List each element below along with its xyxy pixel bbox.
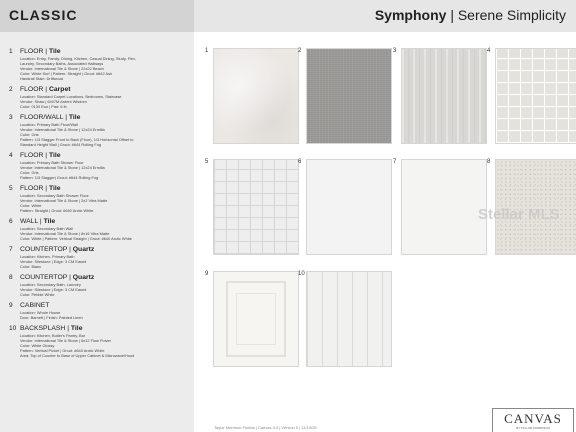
spec-item-separator: |: [43, 86, 49, 93]
spec-item-separator: |: [63, 114, 69, 121]
spec-item-title: [20, 246, 190, 254]
spec-item-type: Tile: [48, 48, 61, 55]
spec-item-detail: Color: Pebble White: [20, 292, 55, 297]
swatch-number: 10: [298, 271, 305, 277]
spec-item-body: [20, 302, 190, 320]
spec-list: [0, 32, 194, 432]
spec-item-detail: Vendor: International Tile & Stone | 8x16 Vitra Matte: [20, 231, 110, 236]
spec-item-type: Tile: [48, 152, 61, 159]
spec-item: [9, 302, 190, 320]
spec-item-type: Quartz: [72, 246, 95, 253]
spec-item-detail: Vendor: International Tile & Stone | 12x24 Ermilla: [20, 165, 105, 170]
material-swatch: [306, 48, 392, 144]
spec-item-detail: Color: White Surf | Pattern: Straight | Grout: #642 Ash: [20, 71, 113, 76]
spec-item-detail: Pattern: 1/3 Stagger Front to Back (Floor), 1/3 Horizontal Offset to: [20, 137, 134, 142]
spec-item-detail: Location: Kitchen, Primary Bath: [20, 254, 75, 259]
spec-item-detail: Color: White | Pattern: Vertical Straight | Grout: #640 Arctic White: [20, 236, 132, 241]
collection-title: CLASSIC: [9, 7, 78, 23]
spec-item-detail: Vendor: International Tile & Stone | 12x24 Ermilla: [20, 127, 105, 132]
spec-item-number: 7: [9, 246, 13, 253]
spec-item-number: 5: [9, 185, 13, 192]
spec-item-detail: Location: Primary Bath Shower Floor: [20, 160, 84, 165]
spec-item-detail: Location: Primary Bath Floor/Wall: [20, 122, 78, 127]
spec-item-detail: Vendor: International Tile & Stone | 22x22 Beach: [20, 66, 104, 71]
spec-item-category: CABINET: [20, 302, 50, 309]
spec-item-title: [20, 86, 190, 94]
spec-item-body: [20, 218, 190, 241]
spec-item-detail: Pattern: 1/3 Stagger| Grout: #644 Rolling Fog: [20, 175, 99, 180]
spec-item-detail: Location: Standard Carpet Locations, Bedrooms, Staircase: [20, 94, 122, 99]
material-swatch: [213, 159, 302, 255]
spec-item-detail: Color: White: [20, 203, 42, 208]
spec-item-separator: |: [43, 185, 49, 192]
spec-item-number: 9: [9, 302, 13, 309]
spec-item-detail: Vendor: International Tile & Stone | 6x12 Flow Polver: [20, 338, 111, 343]
material-swatch: [306, 271, 392, 367]
canvas-logo-sub: BY TAYLOR MORRISON: [516, 426, 550, 430]
spec-item-category: FLOOR: [20, 152, 44, 159]
swatch-number: 1: [205, 48, 209, 54]
spec-item-detail: Area: Top of Counter to Base of Upper Cabinet & Microwave/Hood: [20, 353, 135, 358]
spec-item: [9, 152, 190, 180]
spec-item-title: [20, 152, 190, 160]
spec-item-title: [20, 274, 190, 282]
spec-item-body: [20, 185, 190, 213]
spec-item-body: [20, 325, 190, 358]
spec-item-title: [20, 114, 190, 122]
spec-item-detail: Door: Barnett | Finish: Painted Linen: [20, 315, 83, 320]
spec-item-detail: Pattern: Straight | Grout: #640 Arctic White: [20, 208, 94, 213]
spec-item-detail: Vendor: Silestone | Edge: 3 CM Eased: [20, 287, 87, 292]
brand-title: [375, 7, 566, 23]
spec-item-category: COUNTERTOP: [20, 246, 68, 253]
spec-item-detail: Laundry, Secondary Baths, Associated Hallways: [20, 61, 104, 66]
spec-item-detail: Color: Gris: [20, 170, 39, 175]
brand-name: Symphony: [374, 7, 447, 23]
spec-item-separator: |: [43, 48, 49, 55]
spec-item-detail: Location: Whole House: [20, 310, 61, 315]
spec-item-separator: |: [65, 325, 71, 332]
spec-item-body: [20, 246, 190, 269]
spec-item-detail: Vendor: Shaw | 6407M Ardent Wisdom: [20, 99, 87, 104]
material-swatch: [306, 159, 392, 255]
spec-item-detail: Location: Kitchen, Butler's Pantry, Bar: [20, 333, 86, 338]
brand-separator: |: [450, 7, 454, 23]
spec-item-detail: Vendor: International Tile & Stone | 2x2 Vitra Matte: [20, 198, 108, 203]
spec-item-category: FLOOR: [20, 185, 44, 192]
spec-item-number: 4: [9, 152, 13, 159]
canvas-logo-word: CANVAS: [504, 411, 562, 426]
spec-item-body: [20, 152, 190, 180]
spec-item-title: [20, 218, 190, 226]
spec-item-category: BACKSPLASH: [20, 325, 66, 332]
spec-item-number: 1: [9, 48, 13, 55]
material-swatch: [401, 159, 487, 255]
spec-item: [9, 246, 190, 269]
spec-item-detail: Color: Gris: [20, 132, 39, 137]
spec-item-type: Tile: [68, 114, 81, 121]
spec-item-number: 3: [9, 114, 13, 121]
spec-item-detail: Location: Secondary Bath Wall: [20, 226, 74, 231]
swatch-number: 5: [205, 159, 209, 165]
spec-item-number: 6: [9, 218, 13, 225]
spec-item: [9, 185, 190, 213]
spec-item-title: [20, 185, 190, 193]
spec-item-number: 10: [9, 325, 17, 332]
swatch-number: 7: [393, 159, 397, 165]
spec-item-detail: Color: Blanc: [20, 264, 42, 269]
swatch-number: 2: [298, 48, 302, 54]
header-bar: [0, 0, 576, 32]
material-swatch: [495, 48, 576, 144]
spec-item-type: Carpet: [48, 86, 71, 93]
spec-item-title: [20, 48, 190, 56]
spec-item-body: [20, 114, 190, 147]
spec-item: [9, 325, 190, 358]
spec-item-type: Tile: [48, 185, 61, 192]
spec-item-category: FLOOR: [20, 86, 44, 93]
footer-text: Taylor Morrison Florida | Canvas 4.0 | Version 0 | 11/19/25: [214, 425, 317, 430]
swatch-number: 6: [298, 159, 302, 165]
spec-item-category: FLOOR: [20, 48, 44, 55]
spec-item-detail: Color: White Glossy: [20, 343, 55, 348]
swatch-number: 8: [487, 159, 491, 165]
spec-item-body: [20, 274, 190, 297]
spec-item-detail: Location: Secondary Bath, Laundry: [20, 282, 81, 287]
spec-item-separator: |: [43, 152, 49, 159]
spec-item-detail: Vendor: Silestone | Edge: 3 CM Eased: [20, 259, 87, 264]
spec-item-title: [20, 325, 190, 333]
swatch-number: 3: [393, 48, 397, 54]
swatch-number: 9: [205, 271, 209, 277]
spec-item-number: 2: [9, 86, 13, 93]
spec-item-number: 8: [9, 274, 13, 281]
spec-item-detail: Color: 0130 Eon | Pad: 6 lb: [20, 104, 67, 109]
spec-item-type: Quartz: [72, 274, 95, 281]
brand-subtitle: Serene Simplicity: [457, 7, 566, 23]
header-left-panel: [0, 0, 194, 32]
spec-item-detail: Standard Height Wall | Grout: #644 Rolling Fog: [20, 142, 102, 147]
cabinet-door-frame: [226, 281, 286, 357]
swatch-number: 4: [487, 48, 491, 54]
spec-item-category: FLOOR/WALL: [20, 114, 64, 121]
spec-item-separator: |: [38, 218, 44, 225]
spec-item-category: WALL: [20, 218, 39, 225]
spec-item-body: [20, 48, 190, 81]
spec-item-type: Tile: [43, 218, 56, 225]
spec-item: [9, 86, 190, 109]
material-swatch: [213, 48, 302, 144]
spec-item-detail: Location: Secondary Bath Shower Floor: [20, 193, 89, 198]
canvas-logo: [492, 408, 574, 432]
material-swatch: [213, 271, 299, 367]
spec-item-title: [20, 302, 190, 310]
spec-item-separator: |: [67, 246, 73, 253]
cabinet-door-panel: [236, 293, 276, 345]
spec-item-detail: Location: Entry, Family, Dining, Kitchen, Casual Dining, Study, Flex,: [20, 56, 137, 61]
spec-item-detail: Handrail Stain: Driftwood: [20, 76, 64, 81]
spec-item: [9, 48, 190, 81]
spec-item-type: Tile: [70, 325, 83, 332]
spec-item-detail: Pattern: Vertical Picket | Grout: #640 Arctic White: [20, 348, 105, 353]
spec-item: [9, 274, 190, 297]
spec-item: [9, 218, 190, 241]
spec-item-category: COUNTERTOP: [20, 274, 68, 281]
material-swatch: [401, 48, 487, 144]
spec-item: [9, 114, 190, 147]
spec-item-separator: |: [67, 274, 73, 281]
watermark-text: Stellar MLS: [478, 206, 560, 223]
spec-item-body: [20, 86, 190, 109]
